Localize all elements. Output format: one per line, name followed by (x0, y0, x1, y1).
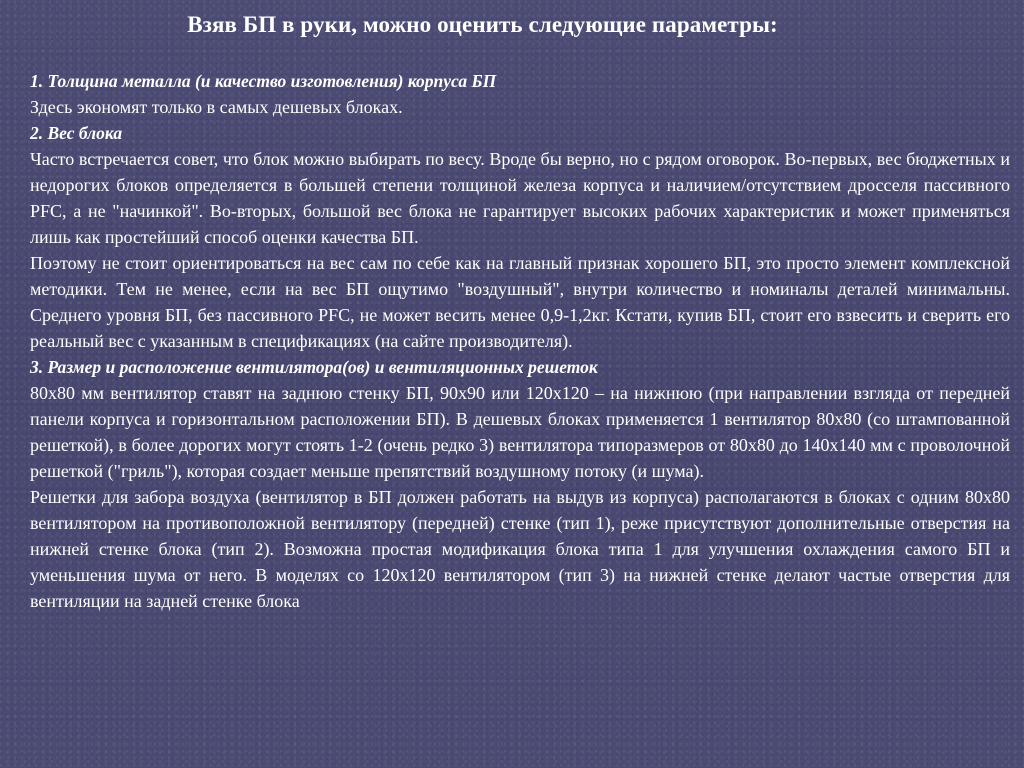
section-heading: 1. Толщина металла (и качество изготовления) корпуса БП (30, 71, 497, 91)
section-heading: 3. Размер и расположение вентилятора(ов) и вентиляционных решеток (30, 357, 598, 377)
paragraph: Здесь экономят только в самых дешевых блоках. (30, 97, 403, 117)
paragraph: 80х80 мм вентилятор ставят на заднюю стенку БП, 90х90 или 120х120 – на нижнюю (при направлении взгляда от передней панели корпуса и горизонтальном расположении БП). В дешевых блоках применяется 1 вентилятор 80х80 (со штампованной решеткой), в более дорогих могут стоять 1-2 (очень редко 3) вентилятора типоразмеров от 80х80 до 140х140 мм с проволочной решеткой ("гриль"), которая создает меньше препятствий воздушному потоку (и шума). (30, 383, 1010, 481)
slide-title: Взяв БП в руки, можно оценить следующие параметры: (187, 12, 778, 37)
paragraph: Решетки для забора воздуха (вентилятор в БП должен работать на выдув из корпуса) располагаются в блоках с одним 80х80 вентилятором на противоположной вентилятору (передней) стенке (тип 1), реже присутствуют дополнительные отверстия на нижней стенке блока (тип 2). Возможна простая модификация блока типа 1 для улучшения охлаждения самого БП и уменьшения шума от него. В моделях со 120х120 вентилятором (тип 3) на нижней стенке делают частые отверстия для вентиляции на задней стенке блока (30, 487, 1010, 611)
slide (30, 8, 1010, 760)
paragraph: Поэтому не стоит ориентироваться на вес сам по себе как на главный признак хорошего БП, это просто элемент комплексной методики. Тем не менее, если на вес БП ощутимо "воздушный", внутри количество и номиналы деталей минимальны. Среднего уровня БП, без пассивного PFC, не может весить менее 0,9-1,2кг. Кстати, купив БП, стоит его взвесить и сверить его реальный вес с указанным в спецификациях (на сайте производителя). (30, 253, 1010, 351)
slide-body (30, 68, 1010, 614)
paragraph: Часто встречается совет, что блок можно выбирать по весу. Вроде бы верно, но с рядом оговорок. Во-первых, вес бюджетных и недорогих блоков определяется в большей степени толщиной железа корпуса и наличием/отсутствием дросселя пассивного PFC, а не "начинкой". Во-вторых, большой вес блока не гарантирует высоких рабочих характеристик и может применяться лишь как простейший способ оценки качества БП. (30, 149, 1010, 247)
section-fans-and-grilles (30, 354, 1010, 614)
section-heading: 2. Вес блока (30, 123, 123, 143)
section-metal-thickness (30, 68, 1010, 120)
section-weight (30, 120, 1010, 354)
